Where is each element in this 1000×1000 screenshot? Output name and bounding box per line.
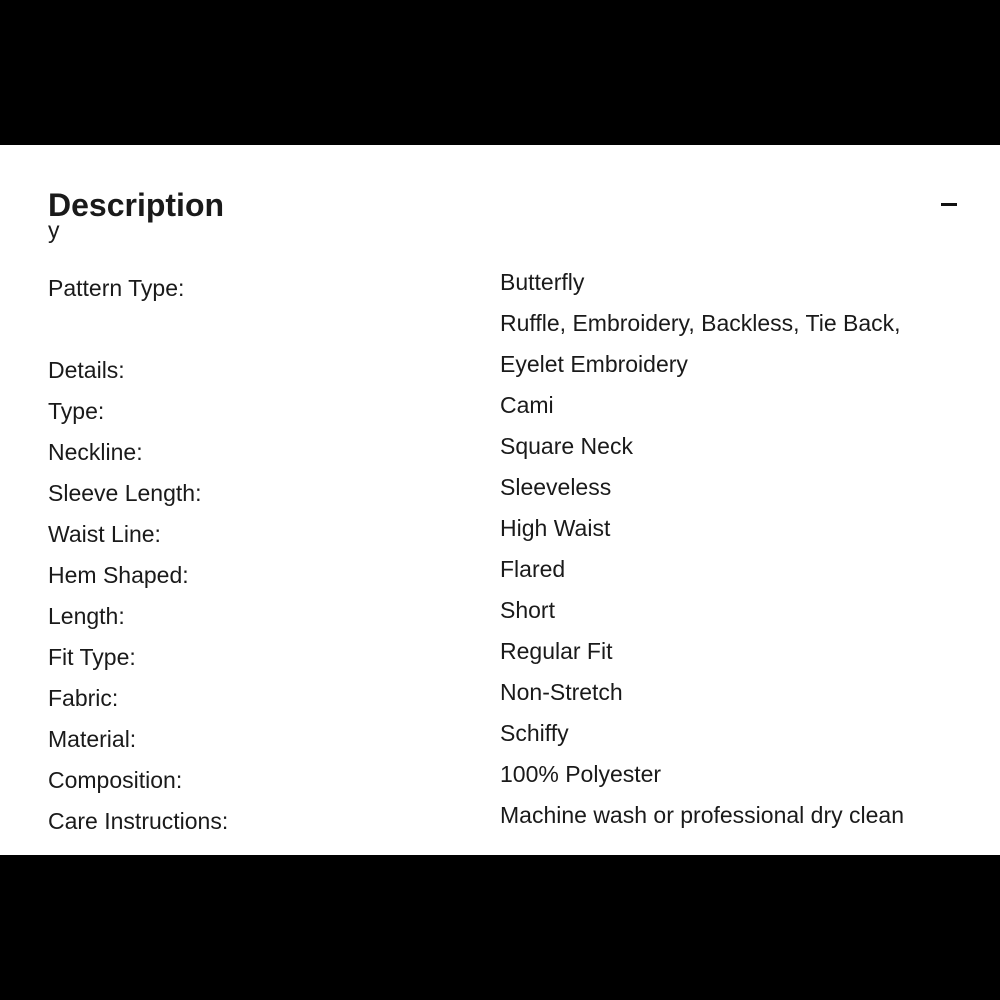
- attribute-label: Hem Shaped:: [48, 562, 189, 588]
- attribute-label: Fabric:: [48, 685, 119, 711]
- attribute-row-details: [0, 311, 1000, 393]
- attribute-value: 100% Polyester: [500, 761, 662, 787]
- attribute-label: Material:: [48, 726, 137, 752]
- attribute-value: Schiffy: [500, 720, 569, 746]
- attribute-row-care-instructions: [0, 803, 1000, 844]
- attribute-value: Butterfly: [500, 269, 585, 295]
- attribute-label: Care Instructions:: [48, 808, 229, 834]
- attribute-value: Short: [500, 597, 555, 623]
- cut-off-row-text: y: [48, 217, 60, 243]
- attribute-label: Length:: [48, 603, 125, 629]
- description-header[interactable]: [48, 185, 958, 229]
- attribute-label: Composition:: [48, 767, 183, 793]
- attribute-label: Details:: [48, 357, 125, 383]
- attributes-list: [0, 270, 1000, 844]
- attribute-label: Waist Line:: [48, 521, 161, 547]
- collapse-minus-icon[interactable]: [940, 203, 958, 207]
- attribute-label: Neckline:: [48, 439, 143, 465]
- attribute-label: Fit Type:: [48, 644, 136, 670]
- section-title: Description: [48, 187, 225, 223]
- attribute-value: Square Neck: [500, 433, 633, 459]
- attribute-value: Regular Fit: [500, 638, 613, 664]
- attribute-label: Sleeve Length:: [48, 480, 202, 506]
- attribute-value: Flared: [500, 556, 566, 582]
- attributes-scroll-area[interactable]: [0, 217, 1000, 855]
- attribute-value: Machine wash or professional dry clean: [500, 802, 904, 828]
- attribute-label: Type:: [48, 398, 105, 424]
- attribute-value: Sleeveless: [500, 474, 612, 500]
- attribute-value: Non-Stretch: [500, 679, 623, 705]
- attribute-value: High Waist: [500, 515, 611, 541]
- attribute-label: Pattern Type:: [48, 275, 185, 301]
- attribute-value: Ruffle, Embroidery, Backless, Tie Back, Eyelet Embroidery: [500, 310, 901, 377]
- attribute-value: Cami: [500, 392, 554, 418]
- description-panel: [0, 145, 1000, 855]
